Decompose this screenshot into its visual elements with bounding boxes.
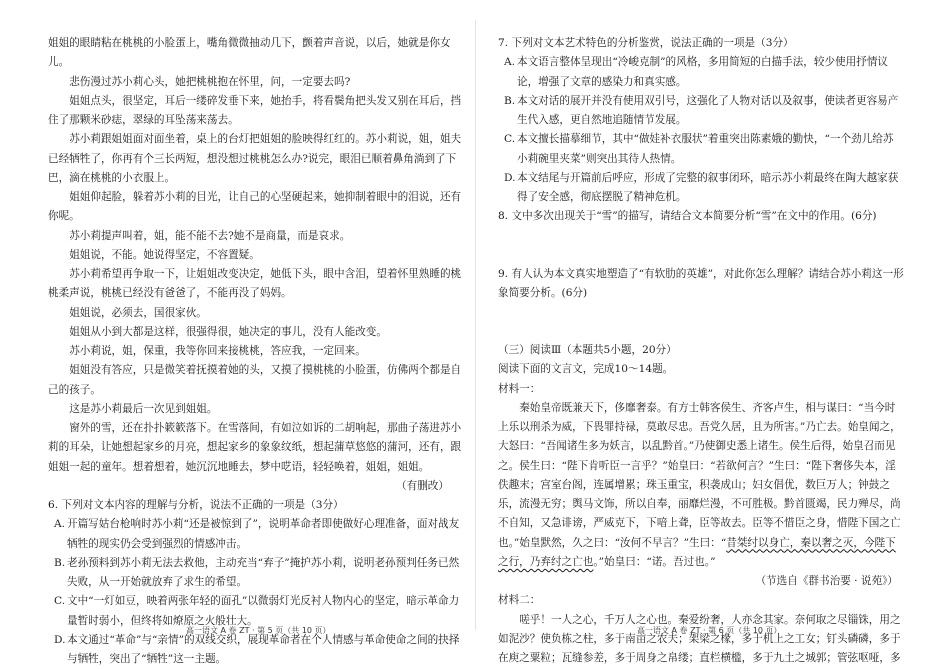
story-paragraph: 苏小莉希望再争取一下，让姐姐改变决定，她低下头，眼中含泪，望着怀里熟睡的桃桃柔声说，桃桃已经没有爸爸了，不能再没了妈妈。 [48, 268, 462, 300]
section-3-instruction: 阅读下面的文言文，完成10～14题。 [498, 363, 674, 376]
question-7 [498, 34, 904, 207]
question-6-stem: 6. 下列对文本内容的理解与分析，说法不正确的一项是（3分） [48, 499, 344, 511]
option-text: 本文对话的展开并没有使用双引号，这强化了人物对话以及叙事，使读者更容易产生代入感，更自然地追随情节发展。 [517, 94, 899, 126]
option-letter: B. [54, 556, 66, 569]
material-2-label: 材料二： [498, 594, 541, 607]
material-1-wavy-sentence: 昔桀纣以身亡，秦以奢之灭，今陛下之行，乃弃纣之亡也 [498, 536, 896, 568]
material-1-text [498, 399, 904, 572]
material-1-source: （节选自《群书治要 · 说苑》） [755, 575, 898, 587]
answer-space-8 [498, 227, 904, 265]
left-page [48, 34, 463, 669]
answer-space-9 [498, 303, 904, 341]
page-footer-left: 高一语文 A 卷 ZT · 第 5 页（共 10 页） [186, 626, 331, 635]
option-text: 本文语言整体呈现出“冷峻克制”的风格，多用简短的白描手法，较少使用抒情议论，增强了文章的感染力和真实感。 [517, 56, 889, 88]
option-text: 本文结尾与开篇前后呼应，形成了完整的叙事闭环，暗示苏小莉最终在陶大越家获得了安全感，彻底摆脱了精神危机。 [517, 171, 899, 203]
question-6-options [48, 515, 463, 669]
story-paragraph: 苏小莉跟姐姐面对面坐着，桌上的台灯把姐姐的脸映得红红的。苏小莉说，姐，姐夫已经牺牲了，你再有个三长两短，想没想过桃桃怎么办?说完，眼泪已顺着鼻角淌到了下巴，滴在桃桃的小衣服上。 [48, 133, 462, 184]
story-paragraph: 姐姐仰起脸，躲着苏小莉的目光，让自己的心坚硬起来，她抑制着眼中的泪说，还有你呢。 [48, 191, 462, 223]
story-paragraph: 姐姐说，必须去，国很家伙。 [69, 306, 207, 319]
story-paragraph: 苏小莉说，姐，保重，我等你回来接桃桃，答应我，一定回来。 [69, 345, 366, 357]
page-footer-right: 高一语文 A 卷 ZT · 第 6 页（共 10 页） [637, 626, 782, 635]
answer-option [48, 515, 463, 554]
question-7-options [498, 53, 904, 207]
material-2-text: 嗟乎！一人之心，千万人之心也。秦爱纷奢，人亦念其家。奈何取之尽锱铢，用之如泥沙？使负栋之柱，多于南亩之农夫；架梁之椽，多于机上之工女；钉头磷磷，多于在庾之粟粒；瓦缝参差，多于周身之帛缕；直栏横槛，多于九土之城郭；管弦呕哑，多 [498, 613, 901, 664]
answer-option [48, 631, 463, 669]
answer-option [498, 130, 904, 169]
answer-option [498, 53, 904, 92]
story-paragraph: 这是苏小莉最后一次见到姐姐。 [69, 402, 218, 415]
page-divider [475, 20, 476, 630]
right-page [498, 34, 904, 668]
question-8: 8. 文中多次出现关于“雪”的描写，请结合文本简要分析“雪”在文中的作用。(6分) [498, 210, 877, 223]
story-paragraph: 姐姐没有答应，只是微笑着抚摸着她的头，又摸了摸桃桃的小脸蛋，仿佛两个都是自己的孩子。 [48, 364, 462, 396]
section-3-heading: （三）阅读Ⅲ（本题共5小题，20分） [498, 344, 677, 356]
question-6 [48, 496, 463, 669]
question-9: 9. 有人认为本文真实地塑造了“有软肋的英雄”，对此你怎么理解？请结合苏小莉这一形象简要分析。(6分) [498, 267, 904, 299]
option-text: 本文擅长描摹细节，其中“做娃补衣服状”着重突出陈素娥的勤快，“一个劲儿给苏小莉碗里夹菜”则突出其待人热情。 [517, 133, 894, 165]
option-letter: D. [54, 633, 66, 646]
story-paragraph: 苏小莉提声叫着，姐，能不能不去?她不是商量，而是哀求。 [69, 229, 351, 242]
story-paragraph: 窗外的雪，还在扑扑簌簌落下。在雪落间，有如泣如诉的二胡响起，那曲子荡进苏小莉的耳朵，让她想起家乡的月亮，想起家乡的象象纹纸，想起蒲草悠悠的蒲河，还有，跟姐姐一起的童年。想着想着，她沉沉地睡去，梦中呓语，轻轻唤着，姐姐，姐姐。 [48, 422, 462, 473]
option-letter: A. [54, 518, 66, 531]
material-1-text-b: 。”始皇曰：“诺。吾过也。” [593, 555, 716, 568]
answer-option [498, 92, 904, 131]
story-paragraph: 姐姐的眼睛粘在桃桃的小脸蛋上，嘴角微微抽动几下，颤着声音说，以后，她就是你女儿。 [48, 37, 451, 69]
option-letter: C. [504, 133, 516, 146]
material-1-label: 材料一： [498, 382, 541, 395]
story-paragraph: 姐姐点头，很坚定，耳后一缕碎发垂下来，她抬手，将看鬓角把头发又别在耳后，挡住了那颗米砂痣，翠绿的耳坠荡来荡去。 [48, 94, 462, 126]
story-paragraph: 悲伤漫过苏小莉心头，她把桃桃抱在怀里，问，一定要去吗? [69, 75, 351, 88]
answer-option [48, 554, 463, 593]
source-note: （有删改） [396, 479, 449, 492]
option-letter: C. [54, 595, 66, 608]
story-text [48, 34, 463, 477]
question-7-stem: 7. 下列对文本艺术特色的分析鉴赏，说法正确的一项是（3分） [498, 37, 794, 49]
story-paragraph: 姐姐从小到大都是这样，很强得很，她决定的事儿，没有人能改变。 [69, 325, 387, 338]
option-text: 开篇写姑台枪响时苏小莉“还是被惊到了”，说明革命者即使做好心理准备，面对战友牺牲的现实仍会受到强烈的情感冲击。 [67, 518, 460, 550]
option-text: 文中“一灯如豆，映着两张年轻的面孔”以微弱灯光反衬人物内心的坚定，暗示革命力量暂时弱小，但终将如燎原之火般壮大。 [67, 595, 460, 627]
option-letter: B. [504, 94, 516, 107]
option-text: 老孙预料到苏小莉无法去救他，主动充当“弃子”掩护苏小莉，说明老孙预判任务已然失败，从一开始就放弃了求生的希望。 [67, 556, 460, 588]
material-1-text-a: 秦始皇帝既兼天下，侈靡奢泰。有方士韩客侯生、齐客卢生，相与谋曰：“当今时上乐以刑杀为威，下畏罪持禄，莫敢尽忠。吾党久居，且为所害。”乃亡去。始皇闻之，大怒曰：“吾闻诸生多为妖言，以乱黔首。”乃使御史悉上诸生。侯生后得，始皇召而见之。侯生曰：“陛下肯听臣一言乎？”始皇曰：“若欲何言？”生曰：“陛下奢侈失本，淫佚趣末；宫室台阁，连属增累；珠玉重宝，积袭成山；妇女倡优，数巨万人；钟鼓之乐，流漫无穷；舆马文饰，所以自奉，丽靡烂漫，不可胜极。黔首匮竭，民力殚尽，尚不自知，又急诽谤，严威克下，下喑上聋，臣等故去。臣等不惜臣之身，惜陛下国之亡也。”始皇默然，久之曰：“汝何不早言？”生曰：“ [498, 401, 901, 549]
option-text: 本文通过“革命”与“亲情”的双线交织，展现革命者在个人情感与革命使命之间的抉择与牺牲，突出了“牺牲”这一主题。 [67, 633, 460, 665]
answer-option [498, 169, 904, 208]
story-paragraph: 姐姐说，不能。她说得坚定，不容置疑。 [69, 248, 260, 261]
option-letter: D. [504, 171, 516, 184]
option-letter: A. [504, 56, 516, 69]
